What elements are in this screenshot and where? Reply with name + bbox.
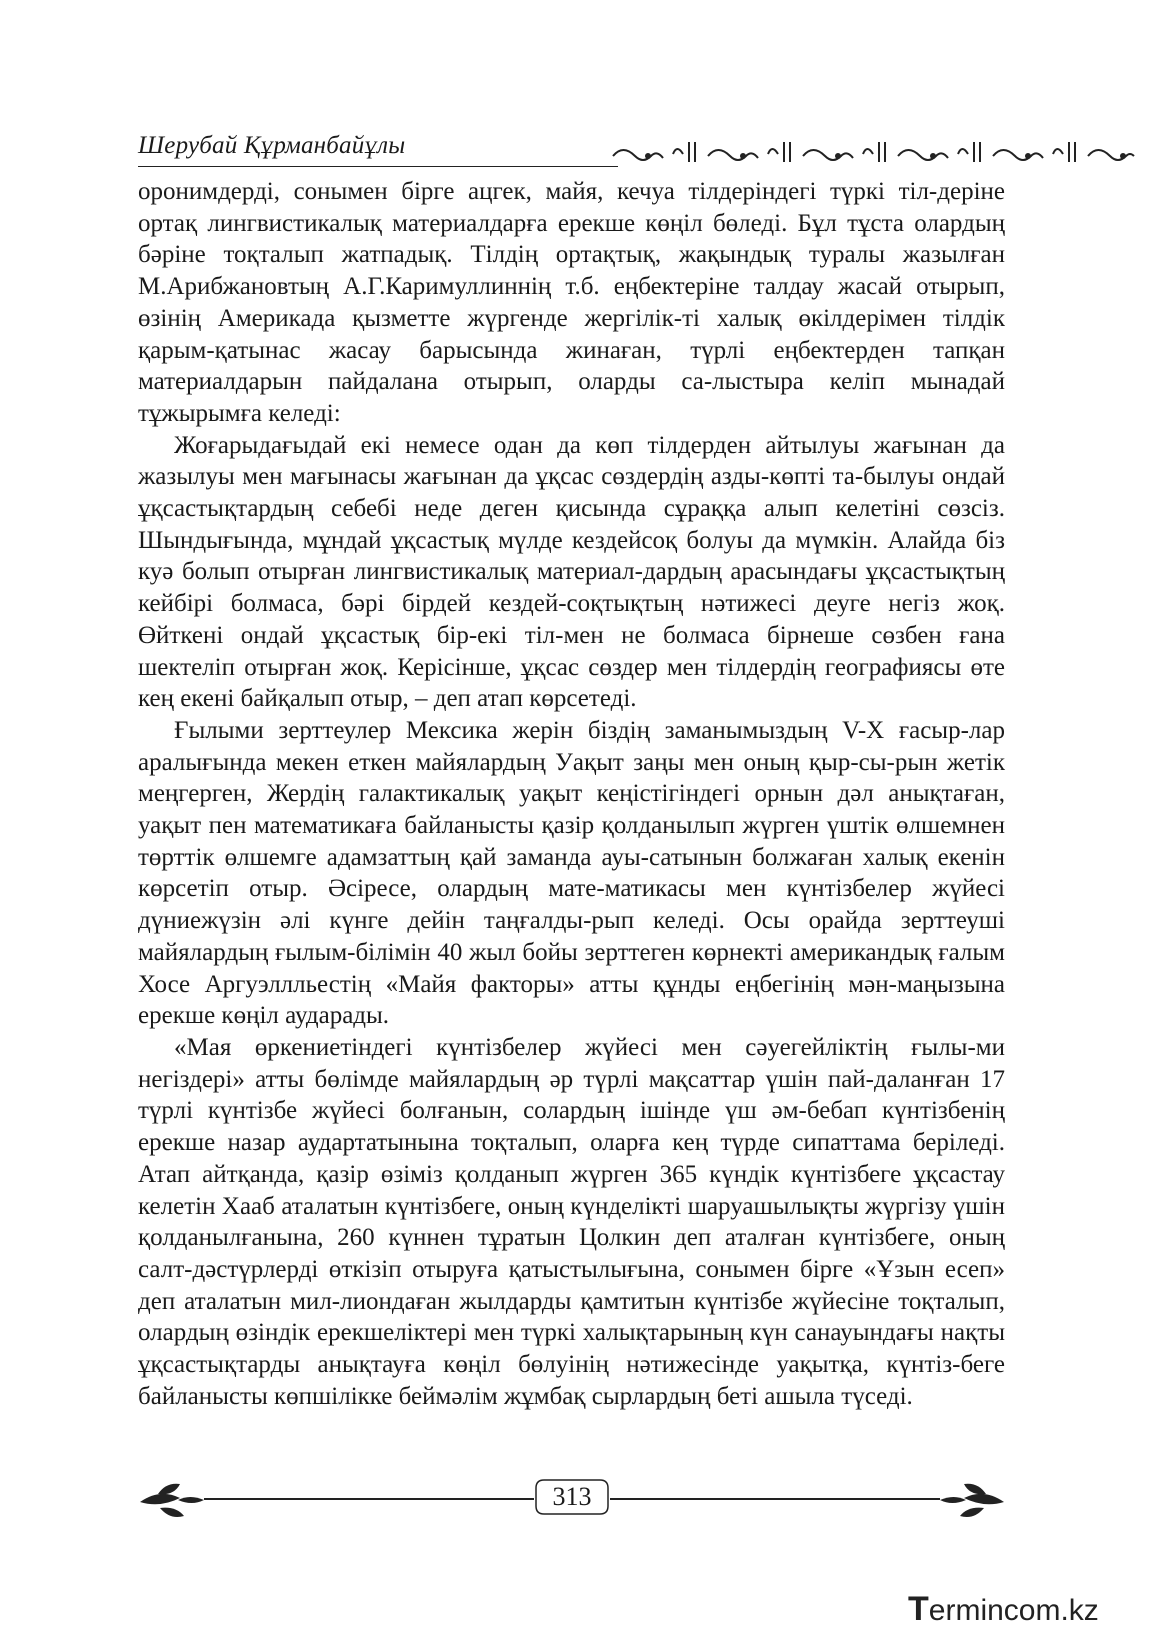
running-head-author: Шерубай Құрманбайұлы [138,132,406,159]
page-footer [138,1468,1008,1528]
site-watermark [908,1590,1128,1626]
header-ornament [608,136,1138,166]
watermark-logo-letter: T [908,1590,929,1628]
page-header [138,130,1008,170]
footer-rule-left [204,1498,534,1500]
paragraph: Ғылыми зерттеулер Мексика жерін біздің заманымыздың V-X ғасыр-лар аралығында мекен еткен майялардың Уақыт заңы мен оның қыр-сы-рын жетік меңгерген, Жердің галактикалық уақыт кеңістігіндегі орнын дәл анықтаған, уақыт пен математикаға байланысты қазір қолданылып жүрген үштік өлшемнен төрттік өлшемге адамзаттың қай заманда ауы-сатынын болжаған халық екенін көрсетіп отыр. Әсіресе, олардың мате-матикасы мен күнтізбелер жүйесі дүниежүзін әлі күнге дейін таңғалды-рып келеді. Осы орайда зерттеуші майялардың ғылым-білімін 40 жыл бойы зерттеген көрнекті американдық ғалым Хосе Аргуэллльестің «Майя факторы» атты құнды еңбегінің мән-маңызына ерекше көңіл аударады. [138,716,1005,1030]
left-leaf-ornament [138,1480,206,1520]
paragraph: Жоғарыдағыдай екі немесе одан да көп тілдерден айтылуы жағынан да жазылуы мен мағынасы жағынан да ұқсас сөздердің азды-көпті та-былуы ондай ұқсастықтардың себебі неде деген қисында сұраққа алып келетіні сөзсіз. Шындығында, мұндай ұқсастық мүлде кездейсоқ болуы да мүмкін. Алайда біз куә болып отырған лингвистикалық материал-дардың арасындағы ұқсастықтың кейбірі болмаса, бәрі бірдей кездей-соқтықтың нәтижесі деуге негіз жоқ. Өйткені ондай ұқсастық бір-екі тіл-мен не болмаса бірнеше сөзбен ғана шектеліп отырған жоқ. Керісінше, ұқсас сөздер мен тілдердің географиясы өте кең екені байқалып отыр, – деп атап көрсетеді. [138,431,1005,713]
footer-rule-right [610,1498,940,1500]
page-number: 313 [552,1482,592,1511]
body-text [138,176,1005,1412]
paragraph: «Мая өркениетіндегі күнтізбелер жүйесі мен сәуегейліктің ғылы-ми негіздері» атты бөлімде майялардың әр түрлі мақсаттар үшін пай-даланған 17 түрлі күнтізбе жүйесі болғанын, солардың ішінде үш әм-бебап күнтізбенің ерекше назар аудартатынына тоқталып, оларға кең түрде сипаттама беріледі. Атап айтқанда, қазір өзіміз қолданып жүрген 365 күндік күнтізбеге ұқсастау келетін Хааб аталатын күнтізбеге, оның күнделікті шаруашылықты жүргізу үшін қолданылғанына, 260 күннен тұратын Цолкин деп аталған күнтізбеге, оның салт-дәстүрлерді өткізіп отыруға қатыстылығына, сонымен бірге «Ұзын есеп» деп аталатын мил-лиондаған жылдарды қамтитын күнтізбе жүйесіне тоқталып, олардың өзіндік ерекшеліктері мен түркі халықтарының күн санауындағы нақты ұқсастықтарды анықтауға көңіл бөлуінің нәтижесінде уақытқа, күнтіз-беге байланысты көпшілікке беймәлім жұмбақ сырлардың беті ашыла түседі. [138,1033,1005,1410]
header-rule [138,166,618,167]
page-number-frame [534,1478,610,1516]
paragraph: оронимдерді, сонымен бірге ацгек, майя, кечуа тілдеріндегі түркі тіл-деріне ортақ лингвистикалық материалдарға ерекше көңіл бөледі. Бұл тұста олардың бәріне тоқталып жатпадық. Тілдің ортақтық, жақындық туралы жазылған М.Арибжановтың А.Г.Каримуллиннің т.б. еңбектеріне талдау жасай отырып, өзінің Америкада қызметте жүргенде жергілік-ті халық өкілдерімен тілдік қарым-қатынас жасау барысында жинаған, түрлі еңбектерден тапқан материалдарын пайдалана отырып, оларды са-лыстыра келіп мынадай тұжырымға келеді: [138,178,1005,427]
watermark-text: ermincom.kz [928,1594,1099,1627]
right-leaf-ornament [938,1480,1006,1520]
